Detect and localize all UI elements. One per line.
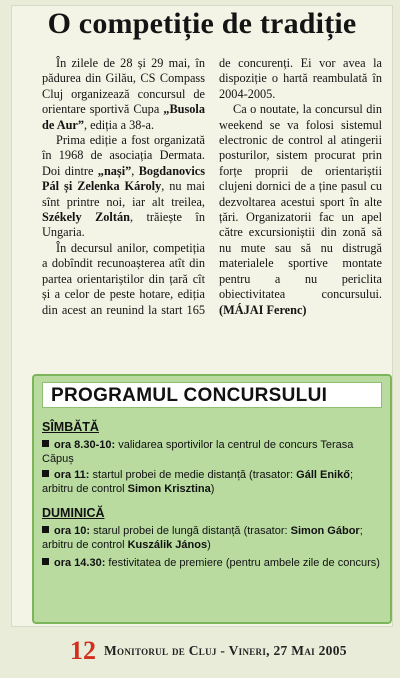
program-box — [32, 374, 392, 624]
page-footer — [70, 636, 370, 666]
bullet-icon — [42, 558, 49, 565]
third-founder-name: Székely Zoltán — [42, 210, 130, 225]
event-text: ) — [210, 483, 215, 495]
paragraph-1 — [42, 56, 205, 133]
founders-names: Bogdanovics Pál și Zelenka Károly — [42, 163, 205, 194]
event-text: ) — [207, 539, 211, 551]
referee-name: Kuszálik János — [127, 539, 208, 551]
event-time: ora 11: — [54, 469, 90, 481]
tracer-name: Gáll Enikő — [296, 469, 350, 481]
event-time: ora 10: — [54, 525, 91, 537]
p2-text-d: , trăiește în Ungaria. — [42, 210, 205, 240]
event-sunday-awards — [42, 556, 382, 570]
paragraph-4 — [219, 102, 382, 318]
event-sunday-long-distance — [42, 524, 382, 552]
program-title: PROGRAMUL CONCURSULUI — [42, 382, 382, 408]
referee-name: Simon Krisztina — [127, 483, 211, 495]
event-saturday-validation — [42, 438, 382, 466]
event-text: validarea sportivilor la centrul de concurs Terasa Căpuș — [42, 439, 354, 465]
p1-text-b: , ediția a 38-a. — [84, 117, 155, 132]
p2-text-a: Prima ediție a fost organizată în 1968 de asociația Dermata. Doi dintre — [42, 133, 205, 178]
bullet-icon — [42, 526, 49, 533]
nasi-word: „nași” — [97, 163, 132, 178]
page-number: 12 — [70, 636, 96, 665]
event-saturday-middle-distance — [42, 468, 382, 496]
paragraph-2 — [42, 133, 205, 241]
tracer-name: Simon Gábor — [290, 525, 360, 537]
event-text: ; arbitru de control — [42, 525, 363, 551]
bullet-icon — [42, 440, 49, 447]
day-title-sunday: DUMINICĂ — [42, 506, 105, 520]
masthead-dateline: Monitorul de Cluj - Vineri, 27 Mai 2005 — [104, 643, 347, 658]
p2-text-c: , nu mai sînt printre noi, iar alt treilea, — [42, 179, 205, 209]
day-title-saturday: SÎMBĂTĂ — [42, 420, 99, 434]
headline: O competiție de tradiție — [47, 7, 357, 40]
event-text: ; arbitru de control — [42, 469, 353, 495]
newspaper-page — [12, 6, 392, 626]
author-signature: (MÁJAI Ferenc) — [219, 302, 307, 317]
paragraph-3: În decursul anilor, competiția a dobîndit recunoașterea atît din partea orientariștilor din țară cît și a celor de peste hotare, ediția din acest an reunind la start 165 de concurenți. Ei vor avea la dispoziție o hartă reambulată în 2004-2005. — [42, 56, 382, 317]
p1-text-a: În zilele de 28 și 29 mai, în pădurea din Gilău, CS Compass Cluj organizează concursul de orientare sportivă Cupa — [42, 56, 205, 117]
bullet-icon — [42, 470, 49, 477]
article-body — [42, 56, 382, 356]
event-text: starul probei de lungă distanță (trasator: — [90, 525, 291, 537]
event-time: ora 14.30: — [54, 557, 106, 569]
event-text: festivitatea de premiere (pentru ambele zile de concurs) — [105, 557, 380, 569]
event-time: ora 8.30-10: — [54, 439, 116, 451]
p2-text-b: , — [131, 163, 139, 178]
event-text: startul probei de medie distanță (trasator: — [89, 469, 297, 481]
p4-text: Ca o noutate, la concursul din weekend se va folosi sistemul electronic de control al atingerii posturilor, sistem procurat prin forțe proprii de orientariștii clujeni dornici de a ține pasul cu dezvoltarea acestui sport în alte țări. Organizatorii fac un apel către excursioniștii din zonă să nu mute sau să nu distrugă materialele sportive montate pentru a nu periclita obiectivitatea concursului. — [219, 102, 382, 302]
cup-name: „Busola de Aur” — [42, 102, 205, 132]
